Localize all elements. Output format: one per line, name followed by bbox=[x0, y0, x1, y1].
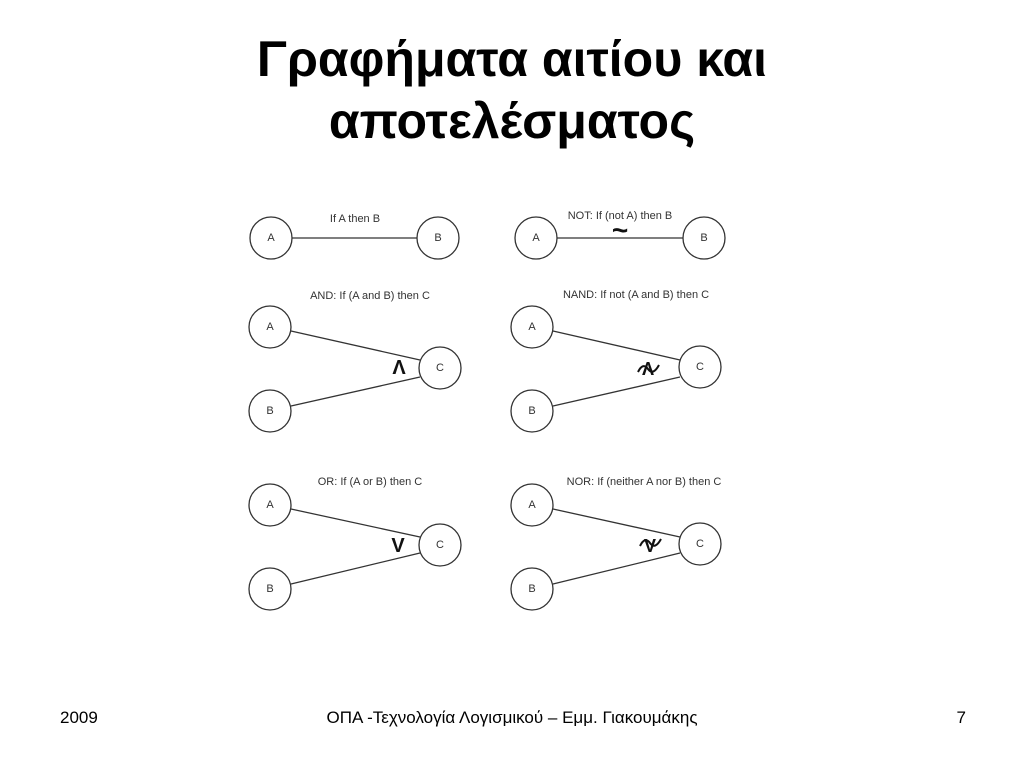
and-operator-symbol: Λ bbox=[392, 357, 406, 379]
nand-operator-symbol bbox=[638, 359, 659, 379]
edge-a-c bbox=[291, 509, 420, 537]
nand-operator-glyph: Λ bbox=[641, 359, 655, 379]
diagram-nand bbox=[511, 289, 721, 432]
nor-operator-glyph: V bbox=[643, 536, 657, 556]
node-a-label: A bbox=[266, 499, 274, 511]
rule-label: OR: If (A or B) then C bbox=[317, 476, 423, 488]
rule-label: AND: If (A and B) then C bbox=[310, 290, 430, 302]
node-b-label: B bbox=[700, 232, 708, 244]
edge-a-c bbox=[553, 509, 680, 537]
node-b-label: B bbox=[266, 583, 274, 595]
edge-b-c bbox=[553, 377, 680, 406]
footer-year: 2009 bbox=[60, 708, 98, 727]
node-b-label: B bbox=[528, 583, 536, 595]
nor-operator-symbol bbox=[640, 536, 661, 556]
edge-b-c bbox=[291, 377, 420, 406]
node-c-label: C bbox=[436, 539, 444, 551]
footer-course-info: ΟΠΑ -Τεχνολογία Λογισμικού – Εμμ. Γιακουμάκης bbox=[326, 708, 698, 727]
or-operator-symbol: V bbox=[391, 535, 405, 557]
edge-a-c bbox=[553, 331, 680, 360]
node-a-label: A bbox=[528, 499, 536, 511]
diagram-not bbox=[515, 210, 725, 259]
node-b-label: B bbox=[266, 405, 274, 417]
rule-label: NOT: If (not A) then B bbox=[567, 210, 673, 222]
node-b-label: B bbox=[528, 405, 536, 417]
edge-a-c bbox=[291, 331, 420, 360]
footer-page-number: 7 bbox=[956, 708, 966, 727]
node-c-label: C bbox=[436, 362, 444, 374]
slide-title-line-1: Γραφήματα αιτίου και bbox=[256, 31, 768, 87]
node-c-label: C bbox=[696, 538, 704, 550]
diagram-if bbox=[250, 213, 459, 259]
node-a-label: A bbox=[266, 321, 274, 333]
rule-label: NAND: If not (A and B) then C bbox=[562, 289, 710, 301]
edge-b-c bbox=[553, 553, 680, 584]
diagram-nor bbox=[511, 476, 721, 610]
node-a-label: A bbox=[528, 321, 536, 333]
node-b-label: B bbox=[434, 232, 442, 244]
not-operator-symbol: ~ bbox=[611, 214, 629, 246]
node-a-label: A bbox=[532, 232, 540, 244]
rule-label: NOR: If (neither A nor B) then C bbox=[566, 476, 722, 488]
slide-title-line-2: αποτελέσματος bbox=[328, 93, 696, 149]
node-a-label: A bbox=[267, 232, 275, 244]
edge-b-c bbox=[291, 553, 420, 584]
diagram-or bbox=[249, 476, 461, 610]
rule-label: If A then B bbox=[329, 213, 381, 225]
diagram-and bbox=[249, 290, 461, 432]
node-c-label: C bbox=[696, 361, 704, 373]
